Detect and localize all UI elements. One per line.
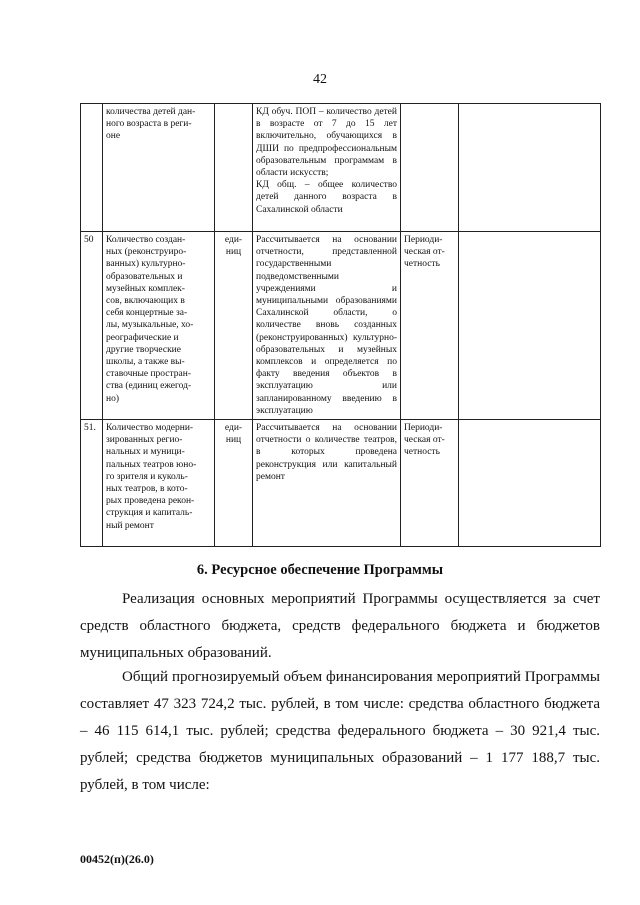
row-number: 50 [81,232,103,420]
empty-cell [459,232,601,420]
paragraph-implementation: Реализация основных мероприятий Программы осуществляется за счет средств областного бюджета, средств федерального бюджета и бюджетов муниципальных образований. [80,591,600,661]
document-code: 00452(п)(26.0) [80,852,154,866]
reporting-period: Периоди- ческая от- четность [401,232,459,420]
reporting-period [401,104,459,232]
empty-cell [459,420,601,547]
paragraph-financing: Общий прогнозируемый объем финансирования мероприятий Программы составляет 47 323 724,2 тыс. рублей, в том числе: средства областного бюджета – 46 115 614,1 тыс. рублей; средства федерального бюджета – 30 921,4 тыс. рублей; средства бюджетов муниципальных образований – 1 177 188,7 тыс. рублей, в том числе: [80,669,600,793]
indicator-name: Количество создан- ных (реконструиро- ванных) культурно- образовательных и музейных комплек- сов, включающих в себя концертные за- лы, музыкальные, хо- реографические и другие творческие школы, а также вы- ставочные простран- ства (единиц ежегод- но) [103,232,215,420]
table-row [81,420,601,547]
unit-of-measure: еди- ниц [215,232,253,420]
page-number: 42 [313,72,327,87]
row-number: 51. [81,420,103,547]
empty-cell [459,104,601,232]
indicator-name: Количество модерни- зированных регио- нальных и муници- пальных театров юно- го зрителя и куколь- ных театров, в кото- рых проведена рекон- струкция и капиталь- ный ремонт [103,420,215,547]
row-number [81,104,103,232]
reporting-period: Периоди- ческая от- четность [401,420,459,547]
unit-of-measure [215,104,253,232]
unit-of-measure: еди- ниц [215,420,253,547]
indicator-name: количества детей дан- ного возраста в реги- оне [103,104,215,232]
section-title: 6. Ресурсное обеспечение Программы [196,562,444,578]
calculation-method: КД обуч. ПОП – количество детей в возрасте от 7 до 15 лет включительно, обучающихся в ДШИ по предпрофессиональным образовательным программам в области искусств; КД общ. – общее количество детей данного возраста в Сахалинской области [253,104,401,232]
table-row [81,104,601,232]
calculation-method: Рассчитывается на основании отчетности о количестве театров, в которых проведена реконструкция или капитальный ремонт [253,420,401,547]
calculation-method: Рассчитывается на основании отчетности, представленной государственными подведомственными учреждениями и муниципальными образованиями Сахалинской области, о количестве вновь созданных (реконструированных) культурно-образовательных и музейных комплексов и определяется по факту введения объектов в эксплуатацию или запланированному введению в эксплуатацию [253,232,401,420]
table-row [81,232,601,420]
indicators-table [80,103,601,547]
